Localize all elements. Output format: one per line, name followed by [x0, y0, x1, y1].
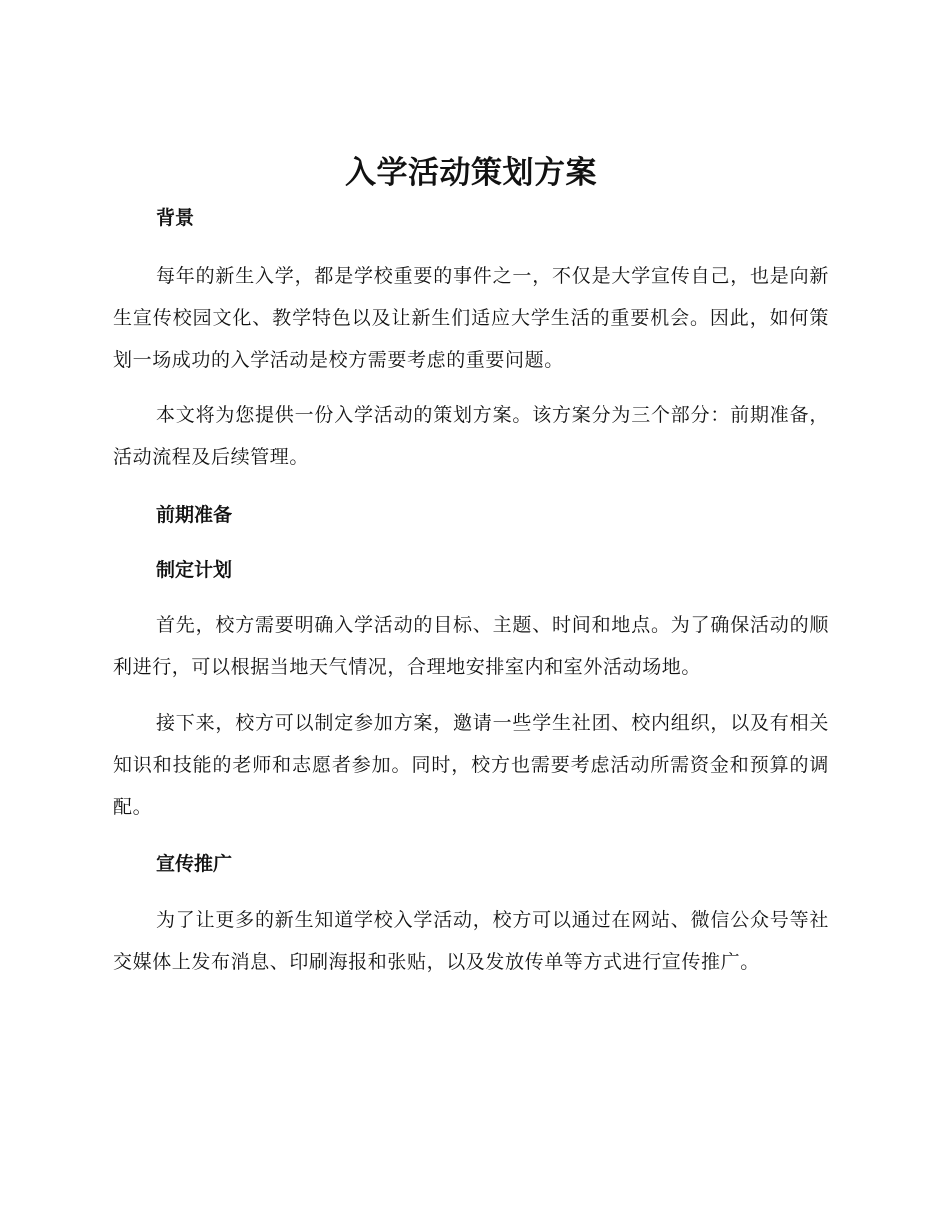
- background-paragraph-1: 每年的新生入学，都是学校重要的事件之一，不仅是大学宣传自己，也是向新生宣传校园文化、教学特色以及让新生们适应大学生活的重要机会。因此，如何策划一场成功的入学活动是校方需要考虑的重要问题。: [113, 265, 829, 371]
- subsection-heading-planning: 制定计划: [156, 559, 233, 581]
- section-heading-preparation: 前期准备: [156, 504, 233, 526]
- section-heading-background: 背景: [156, 207, 195, 229]
- document-body: [113, 148, 829, 983]
- document-title: 入学活动策划方案: [345, 155, 597, 191]
- subsection-heading-promotion: 宣传推广: [156, 853, 233, 875]
- promotion-paragraph-1: 为了让更多的新生知道学校入学活动，校方可以通过在网站、微信公众号等社交媒体上发布消息、印刷海报和张贴，以及发放传单等方式进行宣传推广。: [113, 909, 829, 973]
- background-paragraph-2: 本文将为您提供一份入学活动的策划方案。该方案分为三个部分：前期准备，活动流程及后续管理。: [113, 404, 829, 468]
- planning-paragraph-2: 接下来，校方可以制定参加方案，邀请一些学生社团、校内组织，以及有相关知识和技能的老师和志愿者参加。同时，校方也需要考虑活动所需资金和预算的调配。: [113, 712, 829, 818]
- planning-paragraph-1: 首先，校方需要明确入学活动的目标、主题、时间和地点。为了确保活动的顺利进行，可以根据当地天气情况，合理地安排室内和室外活动场地。: [113, 614, 829, 678]
